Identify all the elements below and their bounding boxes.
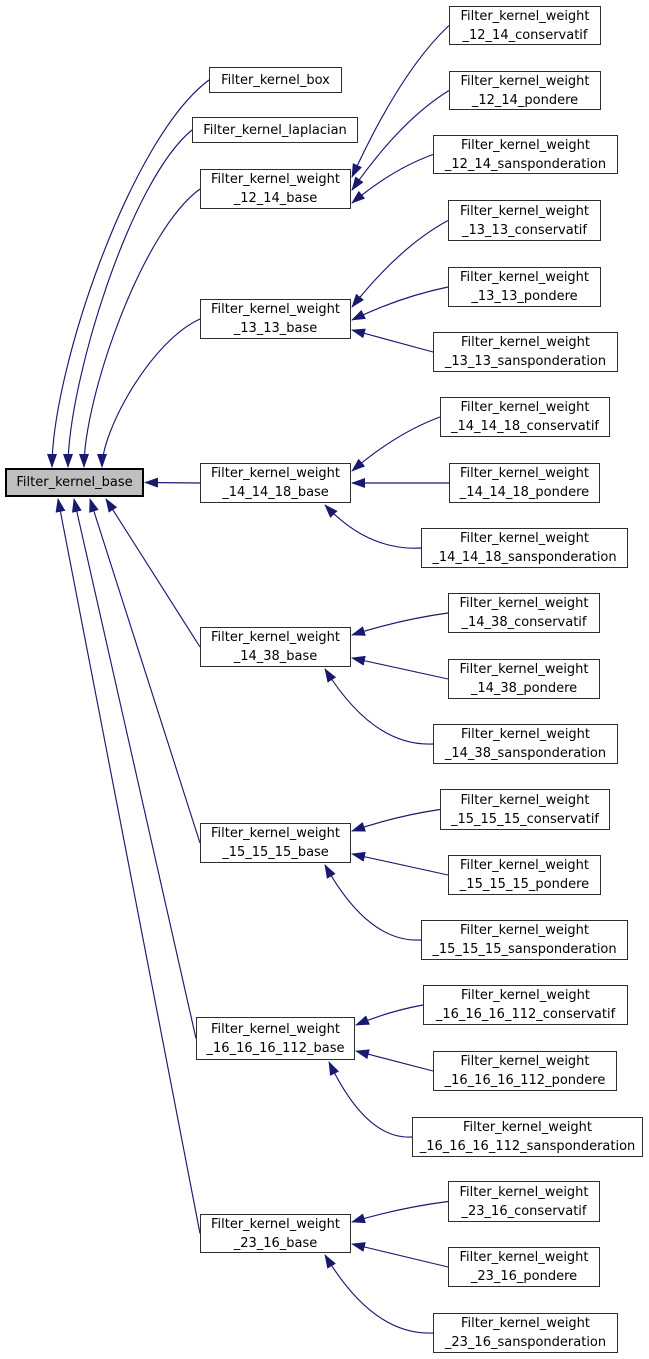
- class-node-w14_38_pondere[interactable]: [448, 659, 600, 699]
- node-label-line: _12_14_sansponderation: [444, 156, 607, 172]
- node-label-line: Filter_kernel_weight: [460, 727, 591, 742]
- node-label-line: _13_13_base: [233, 321, 318, 336]
- inheritance-edge-w13_13_pondere-to-w13_13_base: [352, 287, 448, 320]
- node-label-line: Filter_kernel_weight: [459, 203, 590, 219]
- node-label-line: Filter_kernel_weight: [459, 923, 590, 938]
- node-label-line: Filter_kernel_weight: [210, 630, 341, 645]
- inheritance-edge-w14_38_pondere-to-w14_38_base: [352, 658, 448, 679]
- inheritance-edge-w23_16_conservatif-to-w23_16_base: [352, 1202, 448, 1223]
- node-label-line: _13_13_pondere: [471, 289, 578, 304]
- inheritance-edge-w13_13_sansponderation-to-w13_13_base: [352, 330, 433, 352]
- node-label-line: _23_16_base: [233, 1235, 318, 1251]
- node-label-line: Filter_kernel_weight: [460, 792, 590, 808]
- class-node-w12_14_sansponderation[interactable]: [433, 135, 618, 174]
- class-node-w14_38_sansponderation[interactable]: [433, 724, 618, 764]
- class-node-w16_16_16_112_conservatif[interactable]: [423, 985, 628, 1025]
- class-node-w12_14_conservatif[interactable]: [449, 6, 601, 45]
- node-label-line: _14_14_18_pondere: [459, 485, 590, 500]
- node-label-line: _16_16_16_112_base: [206, 1040, 345, 1056]
- inheritance-edge-w14_14_18_sansponderation-to-w14_14_18_base: [325, 505, 421, 548]
- class-node-w15_15_15_base[interactable]: [200, 823, 351, 863]
- node-label-line: Filter_kernel_weight: [459, 466, 590, 481]
- node-label-line: Filter_kernel_weight: [210, 1216, 341, 1232]
- node-label-line: _14_14_18_conservatif: [450, 419, 600, 434]
- node-label-line: _13_13_conservatif: [462, 222, 587, 238]
- inheritance-edge-w16_16_16_112_conservatif-to-w16_16_16_112_base: [356, 1005, 423, 1025]
- node-label-line: _23_16_pondere: [470, 1269, 578, 1284]
- inheritance-edge-w13_13_base-to-base: [102, 319, 200, 467]
- node-label-line: _14_38_conservatif: [461, 615, 587, 630]
- class-node-w23_16_base[interactable]: [200, 1214, 351, 1253]
- node-label-line: _14_38_pondere: [470, 681, 578, 696]
- class-node-w16_16_16_112_sansponderation[interactable]: [412, 1117, 643, 1157]
- node-label-line: _14_14_18_base: [222, 485, 329, 500]
- node-label-line: Filter_kernel_base: [16, 475, 133, 490]
- node-label-line: _12_14_base: [233, 191, 318, 206]
- node-label-line: Filter_kernel_weight: [459, 1250, 589, 1265]
- class-node-w23_16_sansponderation[interactable]: [433, 1313, 618, 1353]
- node-label-line: Filter_kernel_weight: [459, 662, 589, 677]
- node-label-line: Filter_kernel_weight: [459, 596, 589, 611]
- class-node-w15_15_15_conservatif[interactable]: [440, 789, 610, 830]
- inheritance-edge-w15_15_15_pondere-to-w15_15_15_base: [352, 854, 448, 875]
- class-node-base[interactable]: [5, 468, 144, 497]
- node-label-line: Filter_kernel_weight: [210, 302, 341, 317]
- node-label-line: Filter_kernel_weight: [210, 466, 341, 481]
- inheritance-edge-box-to-base: [52, 80, 209, 467]
- node-label-line: Filter_kernel_box: [221, 72, 330, 88]
- inheritance-edge-w14_38_base-to-base: [106, 499, 200, 647]
- class-node-laplacian[interactable]: [192, 117, 358, 143]
- class-node-w13_13_pondere[interactable]: [448, 267, 601, 307]
- inheritance-edge-w13_13_conservatif-to-w13_13_base: [352, 221, 448, 308]
- node-label-line: Filter_kernel_weight: [460, 73, 590, 89]
- node-label-line: Filter_kernel_weight: [460, 335, 591, 350]
- class-node-w13_13_conservatif[interactable]: [448, 200, 601, 241]
- node-label-line: _16_16_16_112_pondere: [444, 1073, 606, 1088]
- inheritance-edge-w14_38_sansponderation-to-w14_38_base: [325, 669, 433, 744]
- node-label-line: Filter_kernel_weight: [459, 531, 590, 546]
- inheritance-edge-w15_15_15_sansponderation-to-w15_15_15_base: [325, 865, 421, 940]
- inheritance-edge-w14_38_conservatif-to-w14_38_base: [352, 613, 448, 635]
- node-label-line: Filter_kernel_weight: [460, 137, 591, 153]
- node-label-line: _14_38_base: [233, 649, 318, 664]
- node-label-line: Filter_kernel_weight: [459, 270, 590, 285]
- node-label-line: _14_14_18_sansponderation: [432, 550, 617, 565]
- node-label-line: _15_15_15_base: [222, 845, 329, 860]
- node-label-line: _16_16_16_112_conservatif: [435, 1007, 616, 1022]
- class-node-w13_13_base[interactable]: [200, 299, 351, 339]
- node-label-line: Filter_kernel_weight: [462, 1120, 593, 1135]
- class-node-w12_14_base[interactable]: [200, 169, 351, 209]
- node-label-line: _12_14_conservatif: [462, 27, 588, 43]
- class-node-w14_14_18_conservatif[interactable]: [440, 397, 610, 437]
- node-label-line: Filter_kernel_weight: [459, 858, 590, 873]
- node-label-line: Filter_kernel_weight: [460, 988, 591, 1003]
- inheritance-edge-w16_16_16_112_pondere-to-w16_16_16_112_base: [356, 1051, 433, 1071]
- node-label-line: Filter_kernel_weight: [210, 172, 341, 187]
- class-node-w16_16_16_112_pondere[interactable]: [433, 1051, 617, 1091]
- node-label-line: Filter_kernel_weight: [210, 826, 341, 841]
- node-label-line: _16_16_16_112_sansponderation: [419, 1139, 636, 1154]
- node-label-line: _15_15_15_sansponderation: [432, 942, 617, 957]
- class-node-w13_13_sansponderation[interactable]: [433, 332, 618, 372]
- inheritance-edge-w12_14_sansponderation-to-w12_14_base: [352, 155, 433, 204]
- inheritance-edge-w16_16_16_112_sansponderation-to-w16_16_16_112_base: [329, 1062, 412, 1137]
- node-label-line: _14_38_sansponderation: [444, 746, 607, 761]
- class-node-w15_15_15_sansponderation[interactable]: [421, 920, 628, 960]
- node-label-line: Filter_kernel_weight: [460, 1054, 590, 1069]
- inheritance-edge-w23_16_sansponderation-to-w23_16_base: [325, 1255, 433, 1333]
- inheritance-edge-w23_16_pondere-to-w23_16_base: [352, 1244, 448, 1267]
- class-node-box[interactable]: [209, 67, 342, 93]
- node-label-line: _23_16_conservatif: [461, 1203, 587, 1219]
- class-node-w14_14_18_sansponderation[interactable]: [421, 528, 628, 568]
- node-label-line: Filter_kernel_weight: [460, 400, 590, 415]
- inheritance-edge-w14_14_18_conservatif-to-w14_14_18_base: [352, 417, 440, 471]
- inheritance-edge-w16_16_16_112_base-to-base: [74, 499, 196, 1039]
- node-label-line: Filter_kernel_weight: [460, 1316, 591, 1331]
- inheritance-edge-w15_15_15_base-to-base: [90, 499, 200, 843]
- node-label-line: Filter_kernel_laplacian: [203, 122, 347, 138]
- node-label-line: _23_16_sansponderation: [444, 1335, 607, 1350]
- class-node-w15_15_15_pondere[interactable]: [448, 855, 601, 895]
- class-node-w12_14_pondere[interactable]: [449, 71, 601, 110]
- node-label-line: _15_15_15_pondere: [459, 877, 590, 892]
- inheritance-edge-w14_14_18_base-to-base: [145, 483, 200, 484]
- inheritance-edge-w23_16_base-to-base: [58, 499, 200, 1234]
- class-node-w23_16_conservatif[interactable]: [448, 1181, 600, 1222]
- class-node-w14_38_conservatif[interactable]: [448, 593, 600, 633]
- inheritance-edge-w15_15_15_conservatif-to-w15_15_15_base: [352, 810, 440, 832]
- node-label-line: Filter_kernel_weight: [460, 8, 590, 24]
- node-label-line: Filter_kernel_weight: [210, 1021, 341, 1037]
- node-label-line: _12_14_pondere: [471, 92, 579, 108]
- class-node-w14_38_base[interactable]: [200, 627, 351, 667]
- class-node-w14_14_18_base[interactable]: [200, 463, 351, 503]
- node-label-line: Filter_kernel_weight: [459, 1184, 589, 1200]
- class-node-w16_16_16_112_base[interactable]: [196, 1017, 355, 1060]
- node-label-line: _13_13_sansponderation: [444, 354, 607, 369]
- node-label-line: _15_15_15_conservatif: [450, 811, 600, 827]
- class-node-w14_14_18_pondere[interactable]: [449, 463, 600, 503]
- inheritance-edge-w12_14_base-to-base: [84, 189, 200, 467]
- class-node-w23_16_pondere[interactable]: [448, 1247, 600, 1287]
